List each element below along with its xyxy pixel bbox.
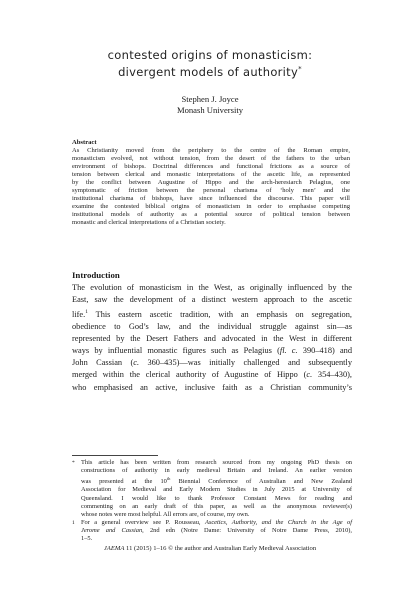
footnote-text: For a general overview see P. Rousseau, (81, 518, 205, 526)
footnote-divider (72, 455, 158, 456)
body-line (72, 357, 352, 369)
footnote-line (81, 475, 352, 486)
footnote-line: Queensland. I would like to thank Professor Constant Mews for reading and (81, 494, 352, 502)
footnote-line: constructions of authority in early medieval Britain and Ireland. An earlier version (81, 467, 352, 475)
footnote-text: Biennial Conference of Australian and New Zealand (170, 478, 352, 486)
body-text: life. (72, 309, 86, 319)
footnote-line (81, 527, 352, 535)
title-line-2-text: divergent models of authority (118, 64, 299, 79)
author-name: Stephen J. Joyce (181, 94, 239, 104)
footnotes (72, 459, 352, 543)
abstract-line: As Christianity moved from the periphery to the centre of the Roman empire, (72, 147, 350, 154)
body-text: John Cassian ( (72, 358, 134, 368)
introduction-section (72, 270, 352, 394)
body-text: This eastern ascetic tradition, with an emphasis on segregation, (87, 309, 352, 319)
body-text: ways by influential monastic figures such as Pelagius ( (72, 346, 280, 356)
title-line-2 (0, 62, 420, 79)
body-line: obedience to God’s law, and the individual struggle against sin—as (72, 322, 352, 332)
footnote-text: , 2nd edn (Notre Dame: University of Notre Dame Press, 2010), (142, 526, 352, 534)
page-footer (0, 545, 420, 553)
body-italic: c. (133, 358, 140, 368)
body-text: 360–435)—was initially challenged and subsequently (139, 358, 352, 368)
footnote-ref-1[interactable]: 1 (85, 309, 88, 316)
abstract (72, 139, 350, 227)
abstract-line: symptomatic of friction between the personal charisma of ‘holy men’ and the (72, 187, 350, 195)
footnote-star (72, 459, 352, 519)
footnote-line: commenting on an early draft of this paper, as well as the anonymous reviewer(s) (81, 502, 352, 510)
author-affiliation: Monash University (176, 105, 244, 115)
abstract-line: monasticism evolved, not without tension, from the desert of the fathers to the urban (72, 155, 350, 163)
body-text: 354–430), (312, 370, 352, 380)
footnote-line: 1–5. (81, 534, 93, 542)
title-line-1: contested origins of monasticism: (107, 48, 313, 62)
abstract-line: environment of bishops. Doctrinal differences and functional frictions as a source of (72, 163, 350, 171)
body-line: East, saw the development of a distinct western approach to the ascetic (72, 295, 352, 305)
abstract-line: by the conflict between Augustine of Hippo and the arch-heresiarch Pelagius, one (72, 179, 350, 187)
body-italic: fl. c. (279, 346, 298, 356)
body-line: The evolution of monasticism in the West, as originally influenced by the (72, 283, 352, 292)
title-footnote-marker[interactable]: * (298, 65, 302, 73)
abstract-line: institutional models of authority as a potential source of political tension between (72, 211, 350, 219)
abstract-heading: Abstract (72, 139, 97, 146)
introduction-heading: Introduction (72, 270, 120, 280)
footnote-line: whose notes were most helpful. All errors are, of course, my own. (81, 510, 250, 518)
body-line: represented by the Desert Fathers and advocated in the West in different (72, 334, 352, 344)
body-line (72, 306, 352, 321)
journal-abbreviation: JAEMA (103, 545, 125, 552)
abstract-line: monastic and clerical interpretations of a Christian society. (72, 219, 226, 227)
abstract-line: tension between clerical and monastic interpretations of the ascetic life, as represented (72, 171, 350, 179)
footnote-line (81, 519, 352, 527)
footnote-mark: 1 (72, 519, 75, 526)
body-text: merged within the clerical authority of Augustine of Hippo ( (72, 370, 307, 380)
footnote-italic: Jerome and Cassian (81, 526, 143, 534)
footnote-italic: Ascetics, Authority, and the Church in the Age of (204, 518, 352, 526)
body-line: who emphasised an active, inclusive faith as a Christian community’s (72, 382, 352, 392)
footnote-1 (72, 519, 352, 543)
abstract-line: institutional charisma of bishops, have since influenced the discourse. This paper will (72, 195, 350, 203)
body-text: 390–418) and (297, 346, 352, 356)
footnote-line: This article has been written from research sourced from my ongoing PhD thesis on (81, 459, 352, 466)
abstract-line: examine the contested biblical origins of monasticism in order to emphasise competing (72, 203, 350, 211)
footnote-mark: * (72, 460, 75, 466)
footer-citation: 11 (2015) 1–16 © the author and Australian Early Medieval Association (124, 545, 317, 552)
body-line (72, 369, 352, 381)
body-italic: c. (306, 370, 313, 380)
article-title (0, 48, 420, 79)
introduction-body (72, 282, 352, 394)
body-line (72, 345, 352, 357)
footnote-superscript: th (166, 476, 171, 482)
footnote-text: was presented at the 10 (81, 478, 167, 486)
footnote-line: Association for Medieval and Early Modern Studies in July 2015 at University of (81, 486, 352, 494)
author-block (0, 94, 420, 116)
